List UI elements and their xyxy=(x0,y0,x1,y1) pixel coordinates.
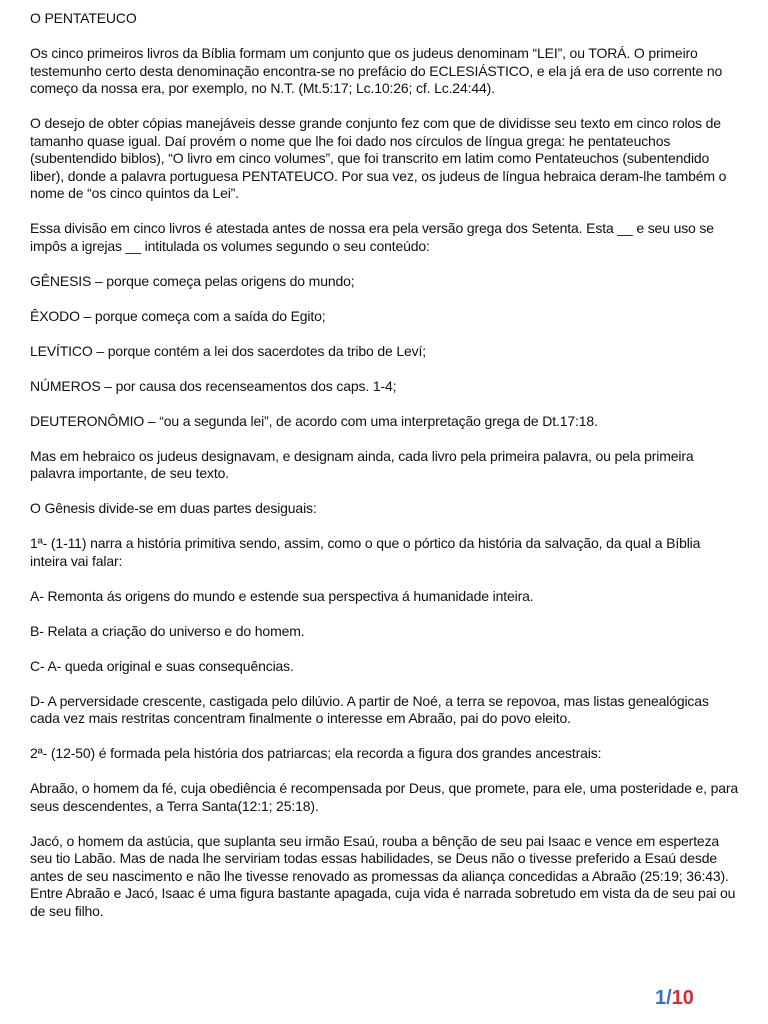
paragraph-genesis-parts: O Gênesis divide-se em duas partes desiguais: xyxy=(30,500,317,516)
paragraph-jacob: Jacó, o homem da astúcia, que suplanta seu irmão Esaú, rouba a bênção de seu pai Isaac e vence em esperteza seu tio Labão. Mas de nada lhe serviriam todas essas habilidades, se Deus não o tivesse preferido a Esaú desde antes de seu nascimento e não lhe tivesse renovado as promessas da aliança concedidas a Abraão (25:19; 36:43). Entre Abraão e Jacó, Isaac é uma figura bastante apagada, cuja vida é narrada sobretudo em vista da de seu pai ou de seu filho. xyxy=(30,832,736,919)
page-separator: / xyxy=(666,987,672,1009)
paragraph-point-b: B- Relata a criação do universo e do homem. xyxy=(30,622,305,639)
paragraph-deuteronomy: DEUTERONÔMIO – “ou a segunda lei”, de acordo com uma interpretação grega de Dt.17:18. xyxy=(30,412,598,429)
document-title: O PENTATEUCO xyxy=(30,10,137,26)
paragraph-five-books-division: Essa divisão em cinco livros é atestada antes de nossa era pela versão grega dos Setenta. Esta __ e seu uso se impôs a igrejas __ intitulada os volumes segundo o seu conteúdo: xyxy=(30,220,714,254)
page-current-number: 1 xyxy=(655,987,667,1009)
paragraph-abraham: Abraão, o homem da fé, cuja obediência é recompensada por Deus, que promete, para ele, uma posteridade e, para seus descendentes, a Terra Santa(12:1; 25:18). xyxy=(30,780,739,814)
paragraph-torah-definition: Os cinco primeiros livros da Bíblia formam um conjunto que os judeus denominam “LEI”, ou TORÁ. O primeiro testemunho certo desta denominação encontra-se no prefácio do ECLESIÁSTICO, e ela já era de uso corrente no começo da nossa era, por exemplo, no N.T. (Mt.5:17; Lc.10:26; cf. Lc.24:44). xyxy=(30,45,723,96)
paragraph-leviticus: LEVÍTICO – porque contém a lei dos sacerdotes da tribo de Leví; xyxy=(30,342,426,359)
paragraph-part-two: 2ª- (12-50) é formada pela história dos patriarcas; ela recorda a figura dos grandes ancestrais: xyxy=(30,745,602,761)
page-indicator xyxy=(655,986,694,1010)
document-body xyxy=(30,10,740,938)
paragraph-pentateuch-origin: O desejo de obter cópias manejáveis desse grande conjunto fez com que de dividisse seu texto em cinco rolos de tamanho quase igual. Daí provém o nome que lhe foi dado nos círculos de língua grega: he pentateuchos (subentendido biblos), “O livro em cinco volumes”, que foi transcrito em latim como Pentateuchos (subentendido liber), donde a palavra portuguesa PENTATEUCO. Por sua vez, os judeus de língua hebraica deram-lhe também o nome de “os cinco quintos da Lei”. xyxy=(30,115,727,201)
paragraph-exodus: ÊXODO – porque começa com a saída do Egito; xyxy=(30,307,326,324)
paragraph-point-c: C- A- queda original e suas consequências. xyxy=(30,657,294,674)
paragraph-part-one: 1ª- (1-11) narra a história primitiva sendo, assim, como o que o pórtico da história da salvação, da qual a Bíblia inteira vai falar: xyxy=(30,535,701,569)
paragraph-numbers: NÚMEROS – por causa dos recenseamentos dos caps. 1-4; xyxy=(30,377,397,394)
paragraph-point-a: A- Remonta ás origens do mundo e estende sua perspectiva á humanidade inteira. xyxy=(30,587,534,604)
paragraph-genesis: GÊNESIS – porque começa pelas origens do mundo; xyxy=(30,272,355,289)
paragraph-point-d: D- A perversidade crescente, castigada pelo dilúvio. A partir de Noé, a terra se repovoa, mas listas genealógicas cada vez mais restritas concentram finalmente o interesse em Abraão, pai do povo eleito. xyxy=(30,692,709,726)
paragraph-hebrew-naming: Mas em hebraico os judeus designavam, e designam ainda, cada livro pela primeira palavra, ou pela primeira palavra importante, de seu texto. xyxy=(30,447,694,481)
page-total-number: 10 xyxy=(671,987,694,1009)
